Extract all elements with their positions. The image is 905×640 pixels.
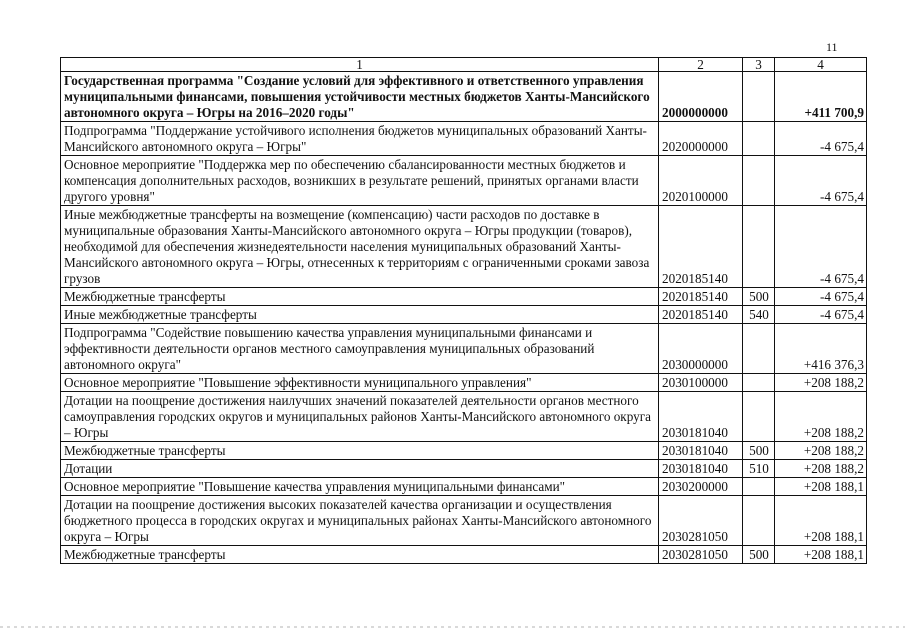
row-code-cell: 2030181040: [659, 392, 743, 442]
table-row: [61, 478, 867, 496]
row-amount-cell: +208 188,1: [775, 478, 867, 496]
row-type-cell: [743, 478, 775, 496]
row-amount-cell: +411 700,9: [775, 72, 867, 122]
row-name-cell: Подпрограмма "Содействие повышению качества управления муниципальными финансами и эффективности деятельности органов местного самоуправления муниципальных образований автономного округа": [61, 324, 659, 374]
row-code-cell: 2020000000: [659, 122, 743, 156]
row-code-cell: 2020185140: [659, 288, 743, 306]
row-type-cell: [743, 496, 775, 546]
row-amount-cell: +208 188,2: [775, 374, 867, 392]
row-amount-cell: +416 376,3: [775, 324, 867, 374]
row-amount-cell: -4 675,4: [775, 306, 867, 324]
row-type-cell: 500: [743, 288, 775, 306]
table-row: [61, 496, 867, 546]
table-row: [61, 306, 867, 324]
column-header-3: 3: [743, 58, 775, 72]
row-amount-cell: +208 188,2: [775, 392, 867, 442]
row-name-cell: Иные межбюджетные трансферты на возмещение (компенсацию) части расходов по доставке в муниципальные образования Ханты-Мансийского автономного округа – Югры продукции (товаров), необходимой для обеспечения жизнедеятельности населения муниципальных образований Ханты-Мансийского автономного округа – Югры, отнесенных к территориям с ограниченными сроками завоза грузов: [61, 206, 659, 288]
row-type-cell: [743, 324, 775, 374]
row-code-cell: 2020185140: [659, 206, 743, 288]
row-name-cell: Дотации: [61, 460, 659, 478]
page-number: 11: [826, 40, 838, 54]
row-amount-cell: +208 188,1: [775, 496, 867, 546]
row-name-cell: Межбюджетные трансферты: [61, 288, 659, 306]
row-name-cell: Межбюджетные трансферты: [61, 546, 659, 564]
row-type-cell: [743, 122, 775, 156]
row-amount-cell: -4 675,4: [775, 206, 867, 288]
table-row: [61, 72, 867, 122]
row-type-cell: 510: [743, 460, 775, 478]
row-amount-cell: +208 188,1: [775, 546, 867, 564]
row-name-cell: Государственная программа "Создание условий для эффективного и ответственного управления муниципальными финансами, повышения устойчивости местных бюджетов Ханты-Мансийского автономного округа – Югры на 2016–2020 годы": [61, 72, 659, 122]
table-row: [61, 546, 867, 564]
row-code-cell: 2020100000: [659, 156, 743, 206]
row-amount-cell: -4 675,4: [775, 156, 867, 206]
row-type-cell: [743, 392, 775, 442]
row-name-cell: Основное мероприятие "Повышение качества управления муниципальными финансами": [61, 478, 659, 496]
column-header-1: 1: [61, 58, 659, 72]
row-amount-cell: -4 675,4: [775, 122, 867, 156]
row-name-cell: Иные межбюджетные трансферты: [61, 306, 659, 324]
row-code-cell: 2000000000: [659, 72, 743, 122]
row-name-cell: Основное мероприятие "Поддержка мер по обеспечению сбалансированности местных бюджетов и компенсация дополнительных расходов, возникших в результате решений, принятых органами власти другого уровня": [61, 156, 659, 206]
row-code-cell: 2030100000: [659, 374, 743, 392]
table-row: [61, 206, 867, 288]
row-type-cell: 500: [743, 442, 775, 460]
table-row: [61, 374, 867, 392]
table-row: [61, 288, 867, 306]
row-name-cell: Дотации на поощрение достижения наилучших значений показателей деятельности органов местного самоуправления городских округов и муниципальных районов Ханты-Мансийского автономного округа – Югры: [61, 392, 659, 442]
row-type-cell: [743, 72, 775, 122]
table-row: [61, 460, 867, 478]
row-code-cell: 2030281050: [659, 496, 743, 546]
row-code-cell: 2030181040: [659, 460, 743, 478]
row-type-cell: [743, 206, 775, 288]
row-amount-cell: +208 188,2: [775, 460, 867, 478]
row-type-cell: [743, 374, 775, 392]
row-name-cell: Межбюджетные трансферты: [61, 442, 659, 460]
row-type-cell: 500: [743, 546, 775, 564]
column-header-2: 2: [659, 58, 743, 72]
row-code-cell: 2030000000: [659, 324, 743, 374]
table-row: [61, 392, 867, 442]
row-code-cell: 2030281050: [659, 546, 743, 564]
row-amount-cell: -4 675,4: [775, 288, 867, 306]
row-code-cell: 2020185140: [659, 306, 743, 324]
row-type-cell: [743, 156, 775, 206]
scan-artifact-line: [0, 626, 905, 628]
budget-table: [60, 57, 867, 564]
row-code-cell: 2030181040: [659, 442, 743, 460]
row-name-cell: Подпрограмма "Поддержание устойчивого исполнения бюджетов муниципальных образований Ханты-Мансийского автономного округа – Югры": [61, 122, 659, 156]
table-row: [61, 156, 867, 206]
table-header-row: [61, 58, 867, 72]
row-amount-cell: +208 188,2: [775, 442, 867, 460]
row-code-cell: 2030200000: [659, 478, 743, 496]
row-name-cell: Дотации на поощрение достижения высоких показателей качества организации и осуществления бюджетного процесса в городских округах и муниципальных районах Ханты-Мансийского автономного округа – Югры: [61, 496, 659, 546]
column-header-4: 4: [775, 58, 867, 72]
row-name-cell: Основное мероприятие "Повышение эффективности муниципального управления": [61, 374, 659, 392]
row-type-cell: 540: [743, 306, 775, 324]
table-row: [61, 442, 867, 460]
table-row: [61, 324, 867, 374]
table-row: [61, 122, 867, 156]
